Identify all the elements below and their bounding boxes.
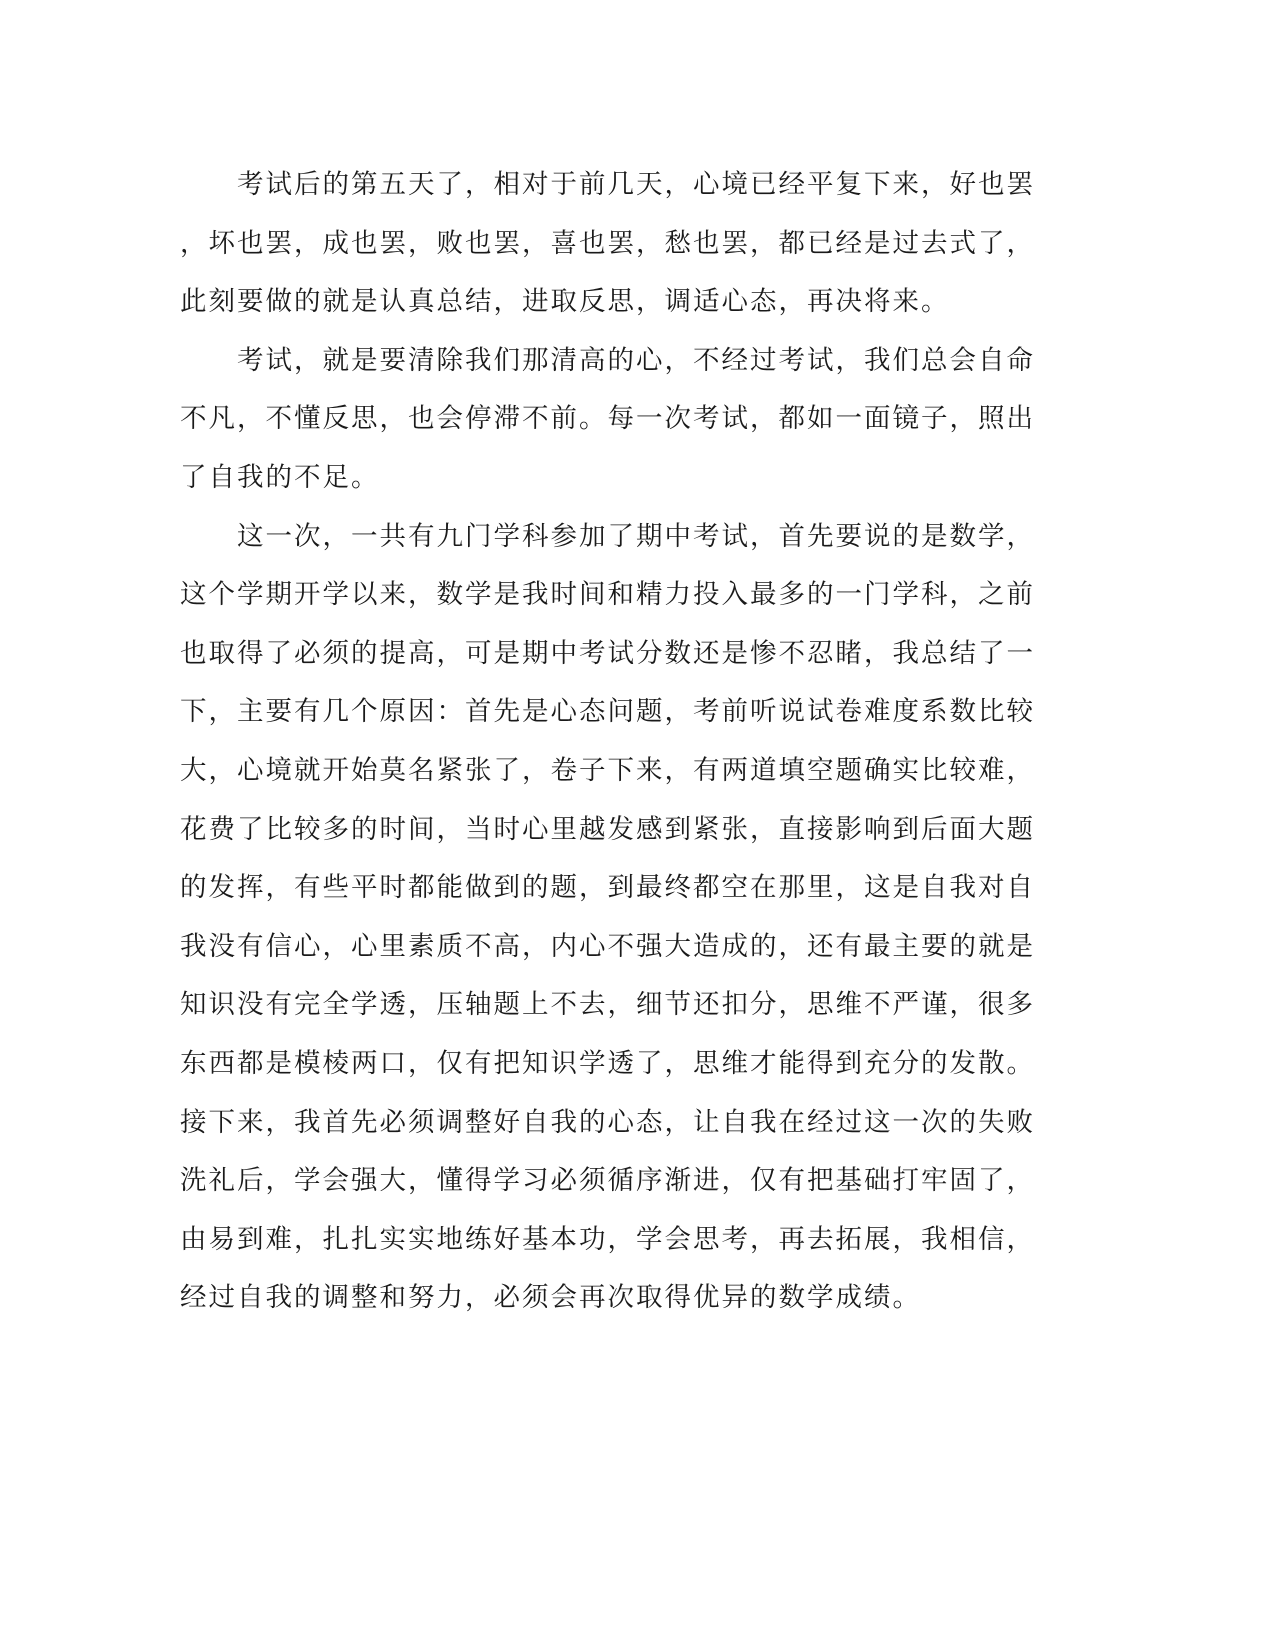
text-line: 考试后的第五天了，相对于前几天，心境已经平复下来，好也罢 [180, 169, 1035, 200]
text-line: 这个学期开学以来，数学是我时间和精力投入最多的一门学科，之前 [180, 579, 1035, 611]
text-line: 不凡，不懂反思，也会停滞不前。每一次考试，都如一面镜子，照出 [180, 403, 1035, 435]
text-line: 此刻要做的就是认真总结，进取反思，调适心态，再决将来。 [180, 286, 950, 318]
text-line: 了自我的不足。 [180, 461, 380, 493]
text-line: 下，主要有几个原因：首先是心态问题，考前听说试卷难度系数比较 [180, 696, 1035, 728]
text-line: 花费了比较多的时间，当时心里越发感到紧张，直接影响到后面大题 [180, 813, 1035, 845]
text-line: ，坏也罢，成也罢，败也罢，喜也罢，愁也罢，都已经是过去式了， [180, 227, 1035, 259]
text-line: 我没有信心，心里素质不高，内心不强大造成的，还有最主要的就是 [180, 930, 1035, 962]
body-text [180, 156, 1040, 1328]
text-line: 由易到难，扎扎实实地练好基本功，学会思考，再去拓展，我相信， [180, 1223, 1035, 1255]
text-line: 经过自我的调整和努力，必须会再次取得优异的数学成绩。 [180, 1282, 921, 1314]
text-line: 东西都是模棱两口，仅有把知识学透了，思维才能得到充分的发散。 [180, 1047, 1035, 1079]
text-line: 也取得了必须的提高，可是期中考试分数还是惨不忍睹，我总结了一 [180, 637, 1035, 669]
text-line: 这一次，一共有九门学科参加了期中考试，首先要说的是数学， [180, 520, 1035, 552]
text-line: 知识没有完全学透，压轴题上不去，细节还扣分，思维不严谨，很多 [180, 989, 1035, 1021]
text-line: 洗礼后，学会强大，懂得学习必须循序渐进，仅有把基础打牢固了， [180, 1165, 1035, 1197]
text-line: 的发挥，有些平时都能做到的题，到最终都空在那里，这是自我对自 [180, 872, 1035, 904]
text-line: 接下来，我首先必须调整好自我的心态，让自我在经过这一次的失败 [180, 1106, 1035, 1138]
text-line: 考试，就是要清除我们那清高的心，不经过考试，我们总会自命 [180, 344, 1035, 376]
text-line: 大，心境就开始莫名紧张了，卷子下来，有两道填空题确实比较难， [180, 754, 1035, 786]
